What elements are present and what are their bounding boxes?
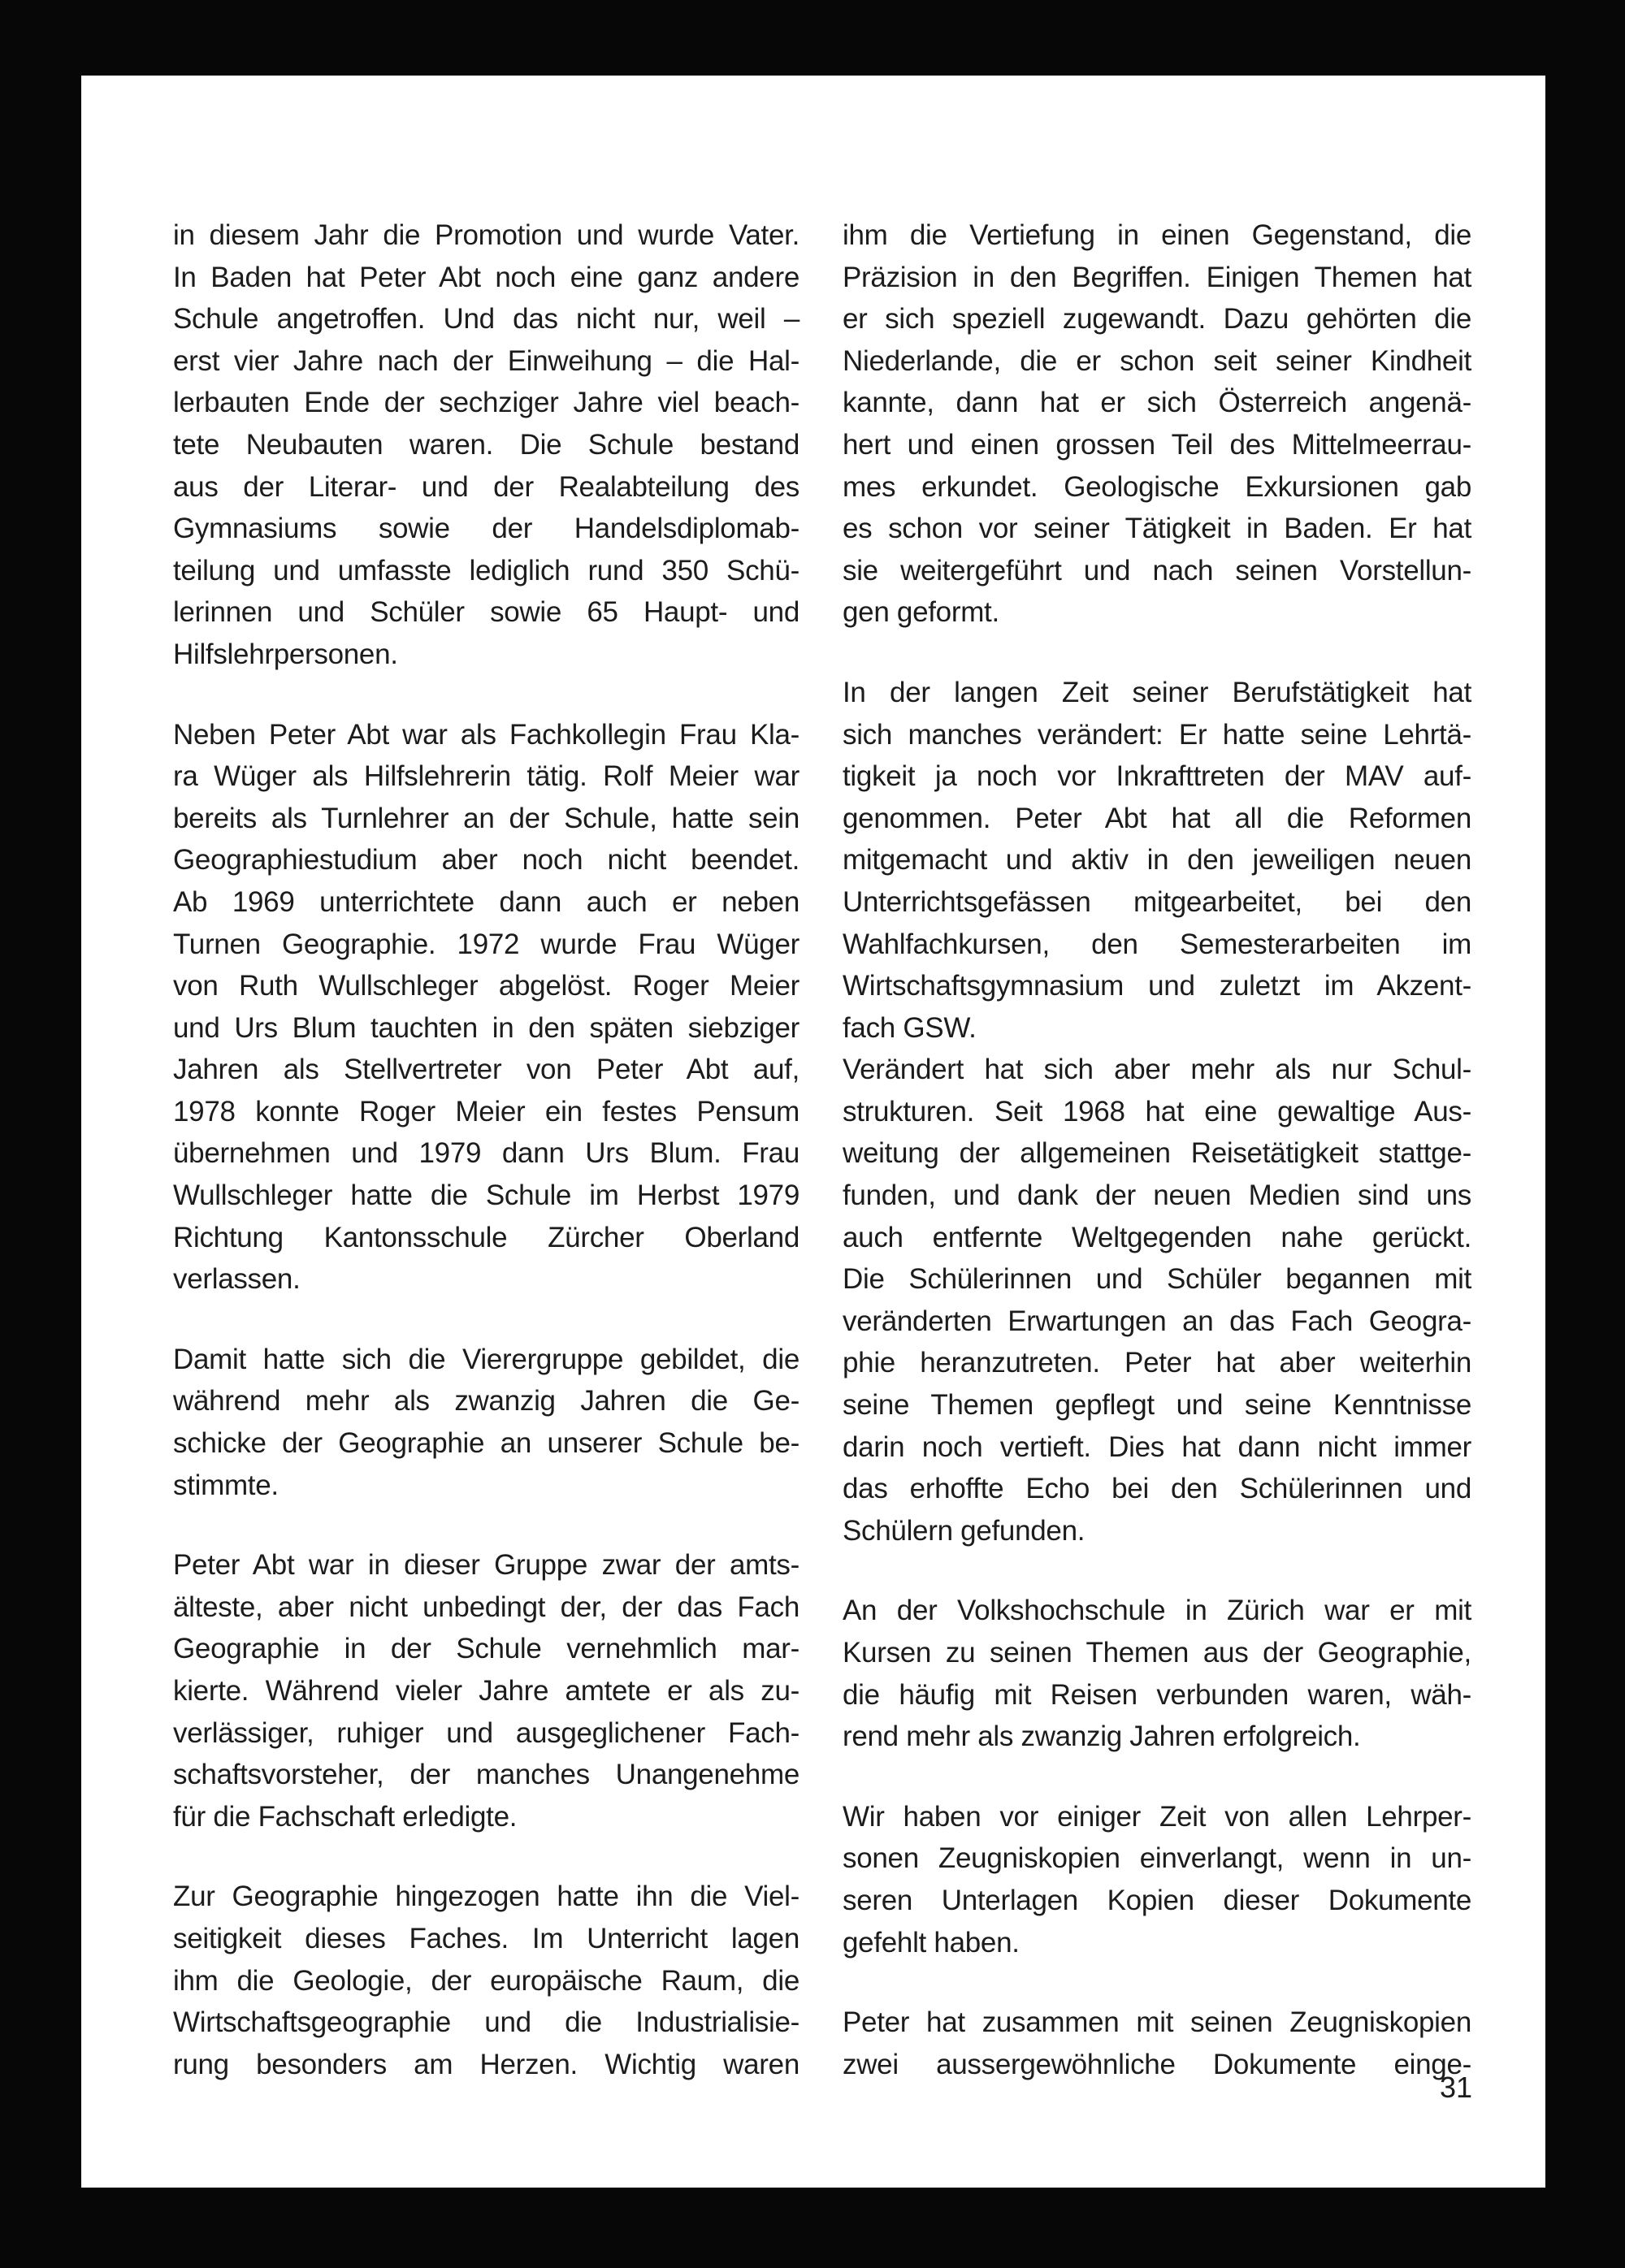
text-line: mitgemacht und aktiv in den jeweiligen neuen: [843, 844, 1471, 876]
text-line: mes erkundet. Geologische Exkursionen gab: [843, 470, 1471, 503]
text-line: In Baden hat Peter Abt noch eine ganz andere: [173, 261, 800, 293]
text-line: Niederlande, die er schon seit seiner Kindheit: [843, 344, 1471, 377]
text-line: Neben Peter Abt war als Fachkollegin Frau Kla-: [173, 718, 800, 751]
text-line: aus der Literar- und der Realabteilung des: [173, 470, 800, 503]
text-line: während mehr als zwanzig Jahren die Ge-: [173, 1385, 800, 1418]
text-line: schicke der Geographie an unserer Schule be-: [173, 1427, 800, 1460]
text-line: stimmte.: [173, 1469, 279, 1501]
text-line: erst vier Jahre nach der Einweihung – die Hal-: [173, 344, 800, 377]
text-line: veränderten Erwartungen an das Fach Geogra-: [843, 1305, 1471, 1337]
text-line: Wahlfachkursen, den Semesterarbeiten im: [843, 928, 1471, 960]
paragraph: [173, 1876, 800, 2085]
text-line: In der langen Zeit seiner Berufstätigkeit hat: [843, 676, 1471, 708]
text-line: Hilfslehrpersonen.: [173, 638, 398, 670]
paragraph: [843, 1049, 1471, 1552]
text-line: sich manches verändert: Er hatte seine Lehrtä-: [843, 718, 1471, 751]
text-line: 1978 konnte Roger Meier ein festes Pensum: [173, 1095, 800, 1128]
left-text-column: [173, 214, 800, 2123]
paragraph: [843, 2002, 1471, 2085]
text-line: für die Fachschaft erledigte.: [173, 1800, 518, 1833]
text-line: verlassen.: [173, 1263, 301, 1296]
text-line: sonen Zeugniskopien einverlangt, wenn in un-: [843, 1842, 1471, 1875]
text-line: auch entfernte Weltgegenden nahe gerückt.: [843, 1221, 1471, 1253]
text-line: sie weitergeführt und nach seinen Vorstellun-: [843, 554, 1471, 586]
text-line: Die Schülerinnen und Schüler begannen mit: [843, 1263, 1471, 1296]
text-line: Wirtschaftsgymnasium und zuletzt im Akzent-: [843, 970, 1471, 1002]
text-line: er sich speziell zugewandt. Dazu gehörten die: [843, 303, 1471, 335]
paragraph: [173, 1544, 800, 1837]
text-line: rung besonders am Herzen. Wichtig waren: [173, 2048, 800, 2080]
paragraph: [843, 1590, 1471, 1757]
text-line: Peter Abt war in dieser Gruppe zwar der amts-: [173, 1549, 800, 1582]
text-line: kierte. Während vieler Jahre amtete er als zu-: [173, 1675, 800, 1707]
text-line: tete Neubauten waren. Die Schule bestand: [173, 428, 800, 461]
text-line: Verändert hat sich aber mehr als nur Schul-: [843, 1054, 1471, 1086]
text-line: seren Unterlagen Kopien dieser Dokumente: [843, 1884, 1471, 1916]
text-line: das erhoffte Echo bei den Schülerinnen und: [843, 1473, 1471, 1505]
text-line: schaftsvorsteher, der manches Unangenehme: [173, 1759, 800, 1791]
text-line: von Ruth Wullschleger abgelöst. Roger Meier: [173, 970, 800, 1002]
text-line: es schon vor seiner Tätigkeit in Baden. Er hat: [843, 513, 1471, 545]
document-page: [81, 76, 1545, 2188]
text-line: bereits als Turnlehrer an der Schule, hatte sein: [173, 802, 800, 834]
page-number: 31: [1439, 2071, 1472, 2104]
text-line: strukturen. Seit 1968 hat eine gewaltige Aus-: [843, 1095, 1471, 1128]
text-line: phie heranzutreten. Peter hat aber weiterhin: [843, 1347, 1471, 1379]
text-line: Turnen Geographie. 1972 wurde Frau Wüger: [173, 928, 800, 960]
paragraph: [173, 1339, 800, 1506]
text-line: gefehlt haben.: [843, 1926, 1020, 1959]
text-line: seine Themen gepflegt und seine Kenntnisse: [843, 1389, 1471, 1422]
text-line: hert und einen grossen Teil des Mittelmeerrau-: [843, 428, 1471, 461]
text-line: Gymnasiums sowie der Handelsdiplomab-: [173, 513, 800, 545]
right-text-column: [843, 214, 1471, 2123]
text-line: Peter hat zusammen mit seinen Zeugniskopien: [843, 2006, 1471, 2039]
text-line: rend mehr als zwanzig Jahren erfolgreich.: [843, 1720, 1361, 1753]
paragraph: [843, 672, 1471, 1049]
paragraph: [843, 1796, 1471, 1963]
text-line: zwei aussergewöhnliche Dokumente einge-: [843, 2048, 1471, 2080]
text-line: Wullschleger hatte die Schule im Herbst 1979: [173, 1179, 800, 1212]
paragraph: [843, 214, 1471, 634]
text-line: Zur Geographie hingezogen hatte ihn die Viel-: [173, 1881, 800, 1913]
text-line: übernehmen und 1979 dann Urs Blum. Frau: [173, 1137, 800, 1170]
text-line: Ab 1969 unterrichtete dann auch er neben: [173, 885, 800, 918]
text-line: teilung und umfasste lediglich rund 350 Schü-: [173, 554, 800, 586]
text-line: die häufig mit Reisen verbunden waren, wäh-: [843, 1678, 1471, 1711]
text-line: ihm die Geologie, der europäische Raum, die: [173, 1964, 800, 1997]
text-line: tigkeit ja noch vor Inkrafttreten der MAV auf-: [843, 760, 1471, 793]
text-line: und Urs Blum tauchten in den späten siebziger: [173, 1011, 800, 1044]
text-line: gen geformt.: [843, 596, 999, 629]
paragraph: [173, 214, 800, 676]
text-line: Präzision in den Begriffen. Einigen Themen hat: [843, 261, 1471, 293]
text-line: Schule angetroffen. Und das nicht nur, weil –: [173, 303, 800, 335]
text-line: Damit hatte sich die Vierergruppe gebildet, die: [173, 1343, 800, 1375]
text-line: Kursen zu seinen Themen aus der Geographie,: [843, 1637, 1471, 1669]
text-line: älteste, aber nicht unbedingt der, der das Fach: [173, 1591, 800, 1623]
text-line: in diesem Jahr die Promotion und wurde Vater.: [173, 219, 800, 251]
text-line: ihm die Vertiefung in einen Gegenstand, die: [843, 219, 1471, 251]
text-line: An der Volkshochschule in Zürich war er mit: [843, 1595, 1471, 1627]
text-line: ra Wüger als Hilfslehrerin tätig. Rolf Meier war: [173, 760, 800, 793]
text-line: Wir haben vor einiger Zeit von allen Lehrper-: [843, 1800, 1471, 1833]
text-line: Richtung Kantonsschule Zürcher Oberland: [173, 1221, 800, 1253]
text-line: kannte, dann hat er sich Österreich angenä-: [843, 387, 1471, 419]
text-line: Jahren als Stellvertreter von Peter Abt auf,: [173, 1054, 800, 1086]
text-line: Unterrichtsgefässen mitgearbeitet, bei den: [843, 885, 1471, 918]
text-line: Geographie in der Schule vernehmlich mar-: [173, 1633, 800, 1665]
text-line: funden, und dank der neuen Medien sind uns: [843, 1179, 1471, 1212]
paragraph: [173, 714, 800, 1301]
text-line: darin noch vertieft. Dies hat dann nicht immer: [843, 1430, 1471, 1463]
text-line: fach GSW.: [843, 1011, 977, 1044]
text-line: lerinnen und Schüler sowie 65 Haupt- und: [173, 596, 800, 629]
text-line: seitigkeit dieses Faches. Im Unterricht lagen: [173, 1922, 800, 1954]
text-line: Schülern gefunden.: [843, 1514, 1086, 1547]
text-line: genommen. Peter Abt hat all die Reformen: [843, 802, 1471, 834]
text-line: weitung der allgemeinen Reisetätigkeit stattge-: [843, 1137, 1471, 1170]
text-line: Wirtschaftsgeographie und die Industrialisie-: [173, 2006, 800, 2039]
text-line: Geographiestudium aber noch nicht beendet.: [173, 844, 800, 876]
text-line: lerbauten Ende der sechziger Jahre viel beach-: [173, 387, 800, 419]
text-line: verlässiger, ruhiger und ausgeglichener Fach-: [173, 1716, 800, 1749]
